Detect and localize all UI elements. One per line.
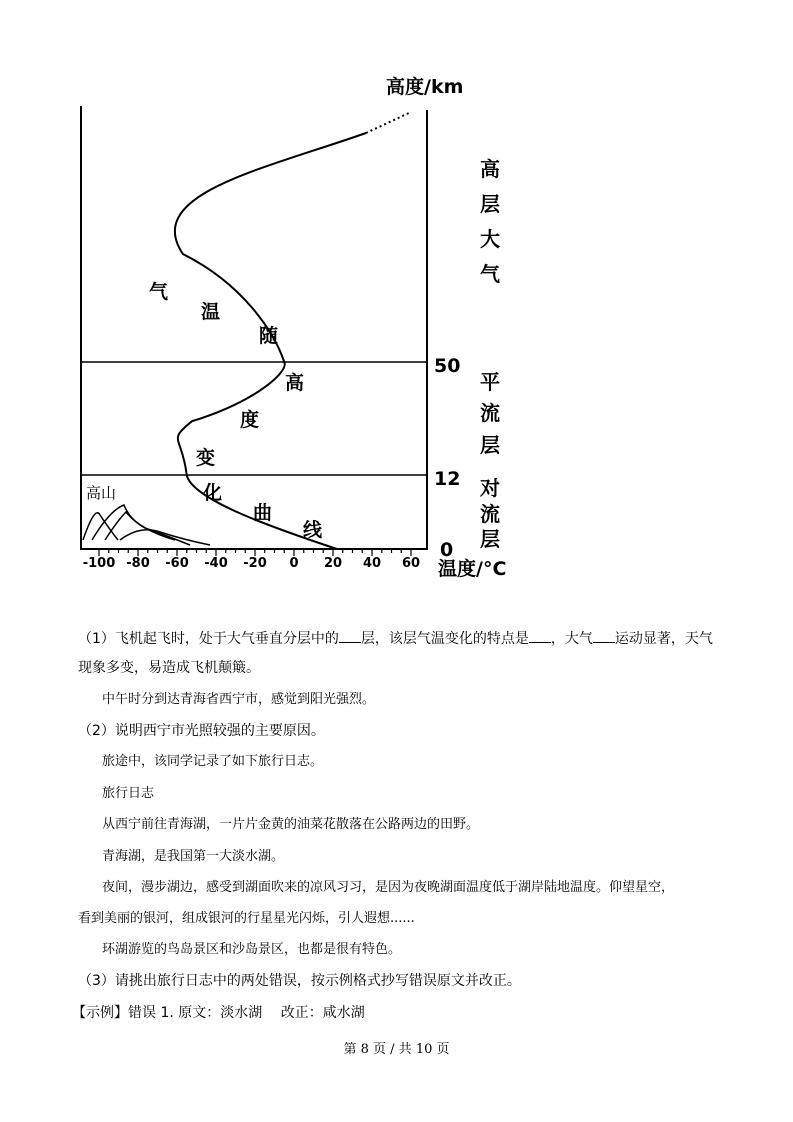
layer-strato-3: 层 — [480, 433, 500, 457]
curve-label-char: 度 — [240, 409, 260, 431]
example-line: 【示例】错误 1. 原文：淡水湖 改正：咸水湖 — [72, 1005, 365, 1021]
question-3: （3）请挑出旅行日志中的两处错误，按示例格式抄写错误原文并改正。 — [78, 973, 521, 989]
x-tick-label: -100 — [82, 556, 116, 571]
layer-strato-1: 平 — [480, 370, 500, 394]
curve-label-char: 化 — [203, 482, 223, 504]
layer-tropo-1: 对 — [480, 476, 500, 500]
answer-blank[interactable] — [339, 628, 361, 643]
curve-label-char: 温 — [201, 301, 221, 323]
layer-tropo-3: 层 — [480, 527, 500, 551]
mountain-label: 高山 — [86, 484, 117, 502]
log-line: 环湖游览的鸟岛景区和沙岛景区，也都是很有特色。 — [102, 942, 402, 957]
x-axis-title: 温度/°C — [438, 558, 507, 580]
layer-upper-3: 大 — [480, 227, 500, 251]
x-tick-label: -20 — [243, 556, 267, 571]
layer-tropo-2: 流 — [480, 502, 500, 526]
log-line: 看到美丽的银河，组成银河的行星星光闪烁，引人遐想...... — [78, 911, 415, 926]
x-axis-ticks — [83, 549, 420, 571]
layer-upper-1: 高 — [480, 157, 500, 181]
x-tick-label: 0 — [289, 556, 299, 571]
question-1-line-2: 现象多变，易造成飞机颠簸。 — [78, 660, 260, 676]
log-line: 夜间，漫步湖边，感受到湖面吹来的凉风习习，是因为夜晚湖面温度低于湖岸陆地温度。仰望星空， — [102, 880, 675, 895]
layer-upper-4: 气 — [480, 262, 500, 286]
y-tick-50: 50 — [434, 355, 461, 377]
log-title: 旅行日志 — [102, 786, 155, 801]
x-tick-label: -40 — [204, 556, 228, 571]
curve-label-char: 线 — [303, 519, 323, 541]
x-tick-label: -60 — [165, 556, 189, 571]
layer-strato-2: 流 — [480, 401, 500, 425]
question-2: （2）说明西宁市光照较强的主要原因。 — [78, 723, 325, 739]
curve-label-char: 曲 — [253, 502, 273, 524]
x-tick-label: 20 — [323, 556, 343, 571]
narrative-line: 中午时分到达青海省西宁市，感觉到阳光强烈。 — [102, 692, 376, 707]
question-1-line-1: （1）飞机起飞时，处于大气垂直分层中的 层，该层气温变化的特点是 ，大气 运动显著，天气 — [78, 628, 713, 649]
curve-label-char: 变 — [196, 447, 216, 469]
y-axis-title: 高度/km — [386, 76, 464, 98]
answer-blank[interactable] — [593, 628, 615, 643]
curve-label-char: 随 — [259, 325, 279, 347]
y-tick-12: 12 — [434, 468, 461, 490]
log-line: 从西宁前往青海湖，一片片金黄的油菜花散落在公路两边的田野。 — [102, 817, 480, 832]
curve-label-char: 气 — [149, 281, 169, 303]
layer-upper-2: 层 — [480, 192, 500, 216]
curve-label-char: 高 — [285, 372, 305, 394]
page-footer: 第 8 页 / 共 10 页 — [343, 1042, 450, 1057]
temperature-curve-extrapolated — [366, 112, 411, 133]
x-tick-label: 60 — [401, 556, 421, 571]
y-tick-0: 0 — [440, 539, 454, 561]
narrative-line: 旅途中，该同学记录了如下旅行日志。 — [102, 754, 324, 769]
x-tick-label: -80 — [126, 556, 150, 571]
answer-blank[interactable] — [529, 628, 551, 643]
log-line: 青海湖，是我国第一大淡水湖。 — [102, 849, 285, 864]
x-tick-label: 40 — [362, 556, 382, 571]
mountain-illustration — [83, 505, 210, 545]
